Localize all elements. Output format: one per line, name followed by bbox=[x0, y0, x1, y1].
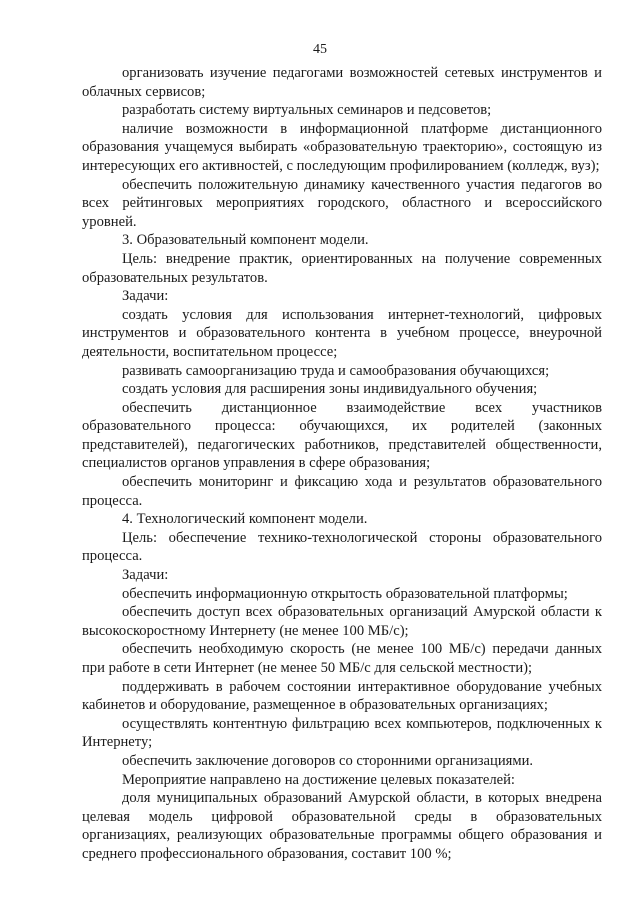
paragraph: осуществлять контентную фильтрацию всех компьютеров, подключенных к Интернету; bbox=[82, 715, 602, 751]
paragraph: Мероприятие направлено на достижение целевых показателей: bbox=[122, 771, 515, 788]
paragraph: наличие возможности в информационной платформе дистанционного образования учащемуся выбирать «образовательную траекторию», состоящую из интересующих его активностей, с последующим профилированием (колледж, вуз); bbox=[82, 120, 602, 174]
paragraph: обеспечить заключение договоров со сторонними организациями. bbox=[122, 752, 534, 769]
paragraph: обеспечить мониторинг и фиксацию хода и результатов образовательного процесса. bbox=[82, 474, 602, 509]
section-heading: 4. Технологический компонент модели. bbox=[122, 511, 368, 528]
section-heading: 3. Образовательный компонент модели. bbox=[122, 232, 369, 249]
paragraph: организовать изучение педагогами возможностей сетевых инструментов и облачных сервисов; bbox=[82, 65, 602, 100]
paragraph: разработать систему виртуальных семинаров и педсоветов; bbox=[122, 102, 492, 119]
paragraph: создать условия для использования интернет-технологий, цифровых инструментов и образовательного контента в учебном процессе, внеурочной деятельности, воспитательном процессе; bbox=[82, 306, 602, 360]
paragraph: Цель: внедрение практик, ориентированных на получение современных образовательных результатов. bbox=[82, 250, 602, 286]
paragraph: Задачи: bbox=[122, 567, 169, 584]
paragraph: обеспечить дистанционное взаимодействие всех участников образовательного процесса: обучающихся, их родителей (законных представителей), педагогических работников, представителей общественности, специалистов органов управления в сфере образования; bbox=[82, 399, 602, 472]
paragraph: обеспечить положительную динамику качественного участия педагогов во всех рейтинговых мероприятиях городского, областного и всероссийского уровней. bbox=[82, 176, 602, 230]
paragraph: поддерживать в рабочем состоянии интерактивное оборудование учебных кабинетов и оборудование, размещенное в образовательных организациях; bbox=[82, 678, 602, 714]
paragraph: создать условия для расширения зоны индивидуального обучения; bbox=[122, 381, 538, 398]
paragraph: обеспечить доступ всех образовательных организаций Амурской области к высокоскоростному Интернету (не менее 100 МБ/с); bbox=[82, 604, 602, 639]
paragraph: доля муниципальных образований Амурской области, в которых внедрена целевая модель цифровой образовательной среды в образовательных организациях, реализующих образовательные программы общего образования и среднего профессионального образования, составит 100 %; bbox=[82, 790, 602, 862]
paragraph: обеспечить информационную открытость образовательной платформы; bbox=[122, 585, 568, 602]
body-text bbox=[82, 64, 602, 864]
page-number: 45 bbox=[313, 42, 327, 57]
paragraph: Цель: обеспечение технико-технологической стороны образовательного процесса. bbox=[82, 529, 602, 565]
paragraph: развивать самоорганизацию труда и самообразования обучающихся; bbox=[122, 362, 550, 379]
paragraph: Задачи: bbox=[122, 288, 169, 305]
paragraph: обеспечить необходимую скорость (не менее 100 МБ/с) передачи данных при работе в сети Интернет (не менее 50 МБ/с для сельской местности); bbox=[82, 641, 602, 676]
